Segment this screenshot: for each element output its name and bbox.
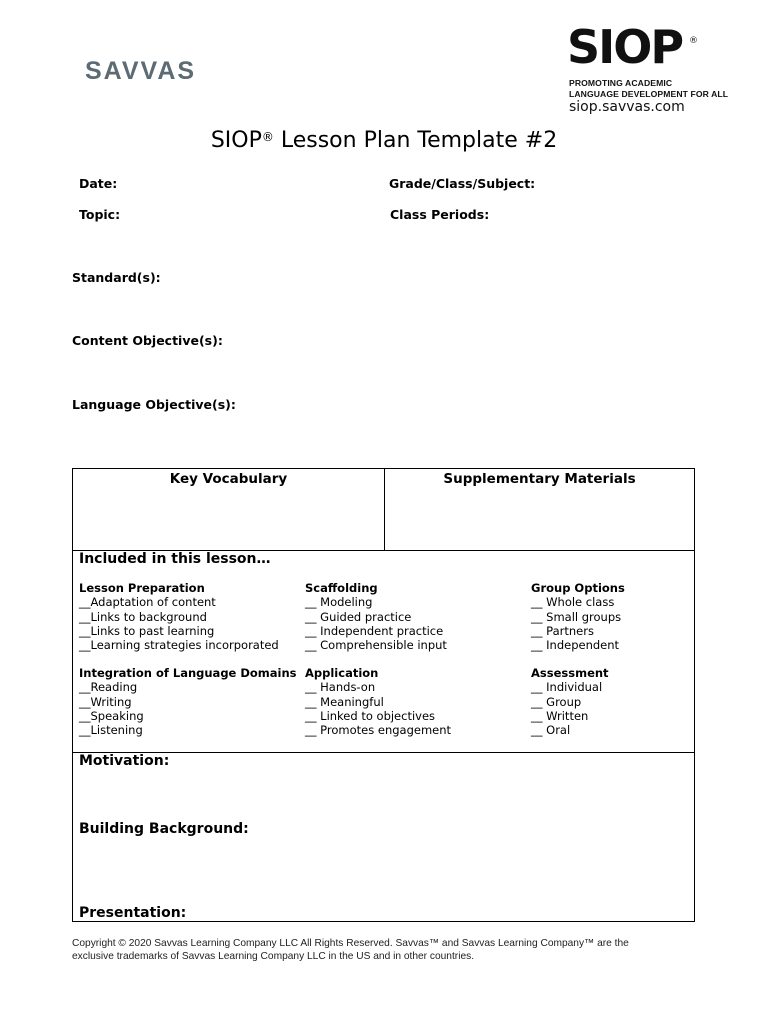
savvas-logo: SAVVAS <box>85 57 197 85</box>
siop-url: siop.savvas.com <box>569 99 685 115</box>
lesson-preparation-heading: Lesson Preparation <box>79 581 205 595</box>
group-options-column <box>531 581 625 652</box>
language-objectives-label: Language Objective(s): <box>72 397 236 412</box>
date-label: Date: <box>79 176 118 191</box>
siop-logo <box>567 20 729 118</box>
siop-logo-tagline-2: LANGUAGE DEVELOPMENT FOR ALL <box>569 89 729 99</box>
checklist-item: __ Partners <box>531 623 594 638</box>
copyright-line-1: Copyright © 2020 Savvas Learning Company LLC All Rights Reserved. Savvas™ and Savvas Learning Company™ are the <box>72 938 629 949</box>
grade-class-subject-label: Grade/Class/Subject: <box>389 176 536 191</box>
included-heading: Included in this lesson… <box>79 551 271 567</box>
checklist-item: __Links to background <box>79 609 207 624</box>
checklist-item: __ Oral <box>531 723 571 738</box>
assessment-column <box>531 666 609 737</box>
application-column <box>305 666 451 737</box>
checklist-item: __Writing <box>79 694 132 709</box>
assessment-heading: Assessment <box>531 666 609 680</box>
motivation-label: Motivation: <box>79 753 170 769</box>
class-periods-label: Class Periods: <box>390 207 490 222</box>
siop-logo-tagline-1: PROMOTING ACADEMIC <box>569 78 673 88</box>
building-background-label: Building Background: <box>79 821 249 837</box>
integration-heading: Integration of Language Domains <box>79 666 297 680</box>
included-in-lesson-section <box>73 551 694 753</box>
checklist-item: __ Comprehensible input <box>305 638 447 653</box>
supplementary-materials-cell <box>385 469 694 550</box>
lesson-table <box>72 468 695 922</box>
scaffolding-column <box>305 581 447 652</box>
checklist-item: __ Group <box>531 694 582 709</box>
topic-label: Topic: <box>79 207 121 222</box>
checklist-item: __ Guided practice <box>305 609 412 624</box>
key-vocabulary-heading: Key Vocabulary <box>169 471 288 487</box>
key-vocabulary-cell <box>73 469 385 550</box>
checklist-item: __ Whole class <box>531 595 615 610</box>
checklist-item: __ Independent <box>531 638 620 653</box>
checklist-item: __ Independent practice <box>305 623 444 638</box>
checklist-item: __Learning strategies incorporated <box>79 638 279 653</box>
vocab-materials-row <box>73 469 694 551</box>
lesson-sequence-section <box>73 753 694 921</box>
checklist-item: __Adaptation of content <box>79 595 216 610</box>
siop-logo-registered: ® <box>689 36 698 46</box>
page-title <box>0 128 768 153</box>
lesson-preparation-column <box>79 581 279 652</box>
copyright-line-2: exclusive trademarks of Savvas Learning Company LLC in the US and in other countries. <box>72 951 475 962</box>
supplementary-materials-heading: Supplementary Materials <box>443 471 636 487</box>
checklist-item: __Speaking <box>79 708 144 723</box>
checklist-item: __ Written <box>531 708 589 723</box>
standards-label: Standard(s): <box>72 270 161 285</box>
checklist-item: __ Meaningful <box>305 694 384 709</box>
checklist-item: __Reading <box>79 680 138 695</box>
checklist-item: __Listening <box>79 723 143 738</box>
copyright-notice <box>72 937 702 963</box>
checklist-item: __ Individual <box>531 680 603 695</box>
checklist-item: __ Small groups <box>531 609 622 624</box>
checklist-item: __ Modeling <box>305 595 373 610</box>
presentation-label: Presentation: <box>79 905 187 921</box>
group-options-heading: Group Options <box>531 581 625 595</box>
checklist-item: __ Hands-on <box>305 680 376 695</box>
integration-column <box>79 666 297 737</box>
title-rest: Lesson Plan Template #2 <box>273 128 558 153</box>
title-registered: ® <box>261 130 274 144</box>
checklist-item: __ Promotes engagement <box>305 723 452 738</box>
content-objectives-label: Content Objective(s): <box>72 333 223 348</box>
checklist-item: __ Linked to objectives <box>305 708 436 723</box>
siop-logo-mark: SIOP <box>567 20 683 74</box>
title-siop: SIOP <box>210 128 262 153</box>
scaffolding-heading: Scaffolding <box>305 581 378 595</box>
application-heading: Application <box>305 666 379 680</box>
checklist-item: __Links to past learning <box>79 623 215 638</box>
